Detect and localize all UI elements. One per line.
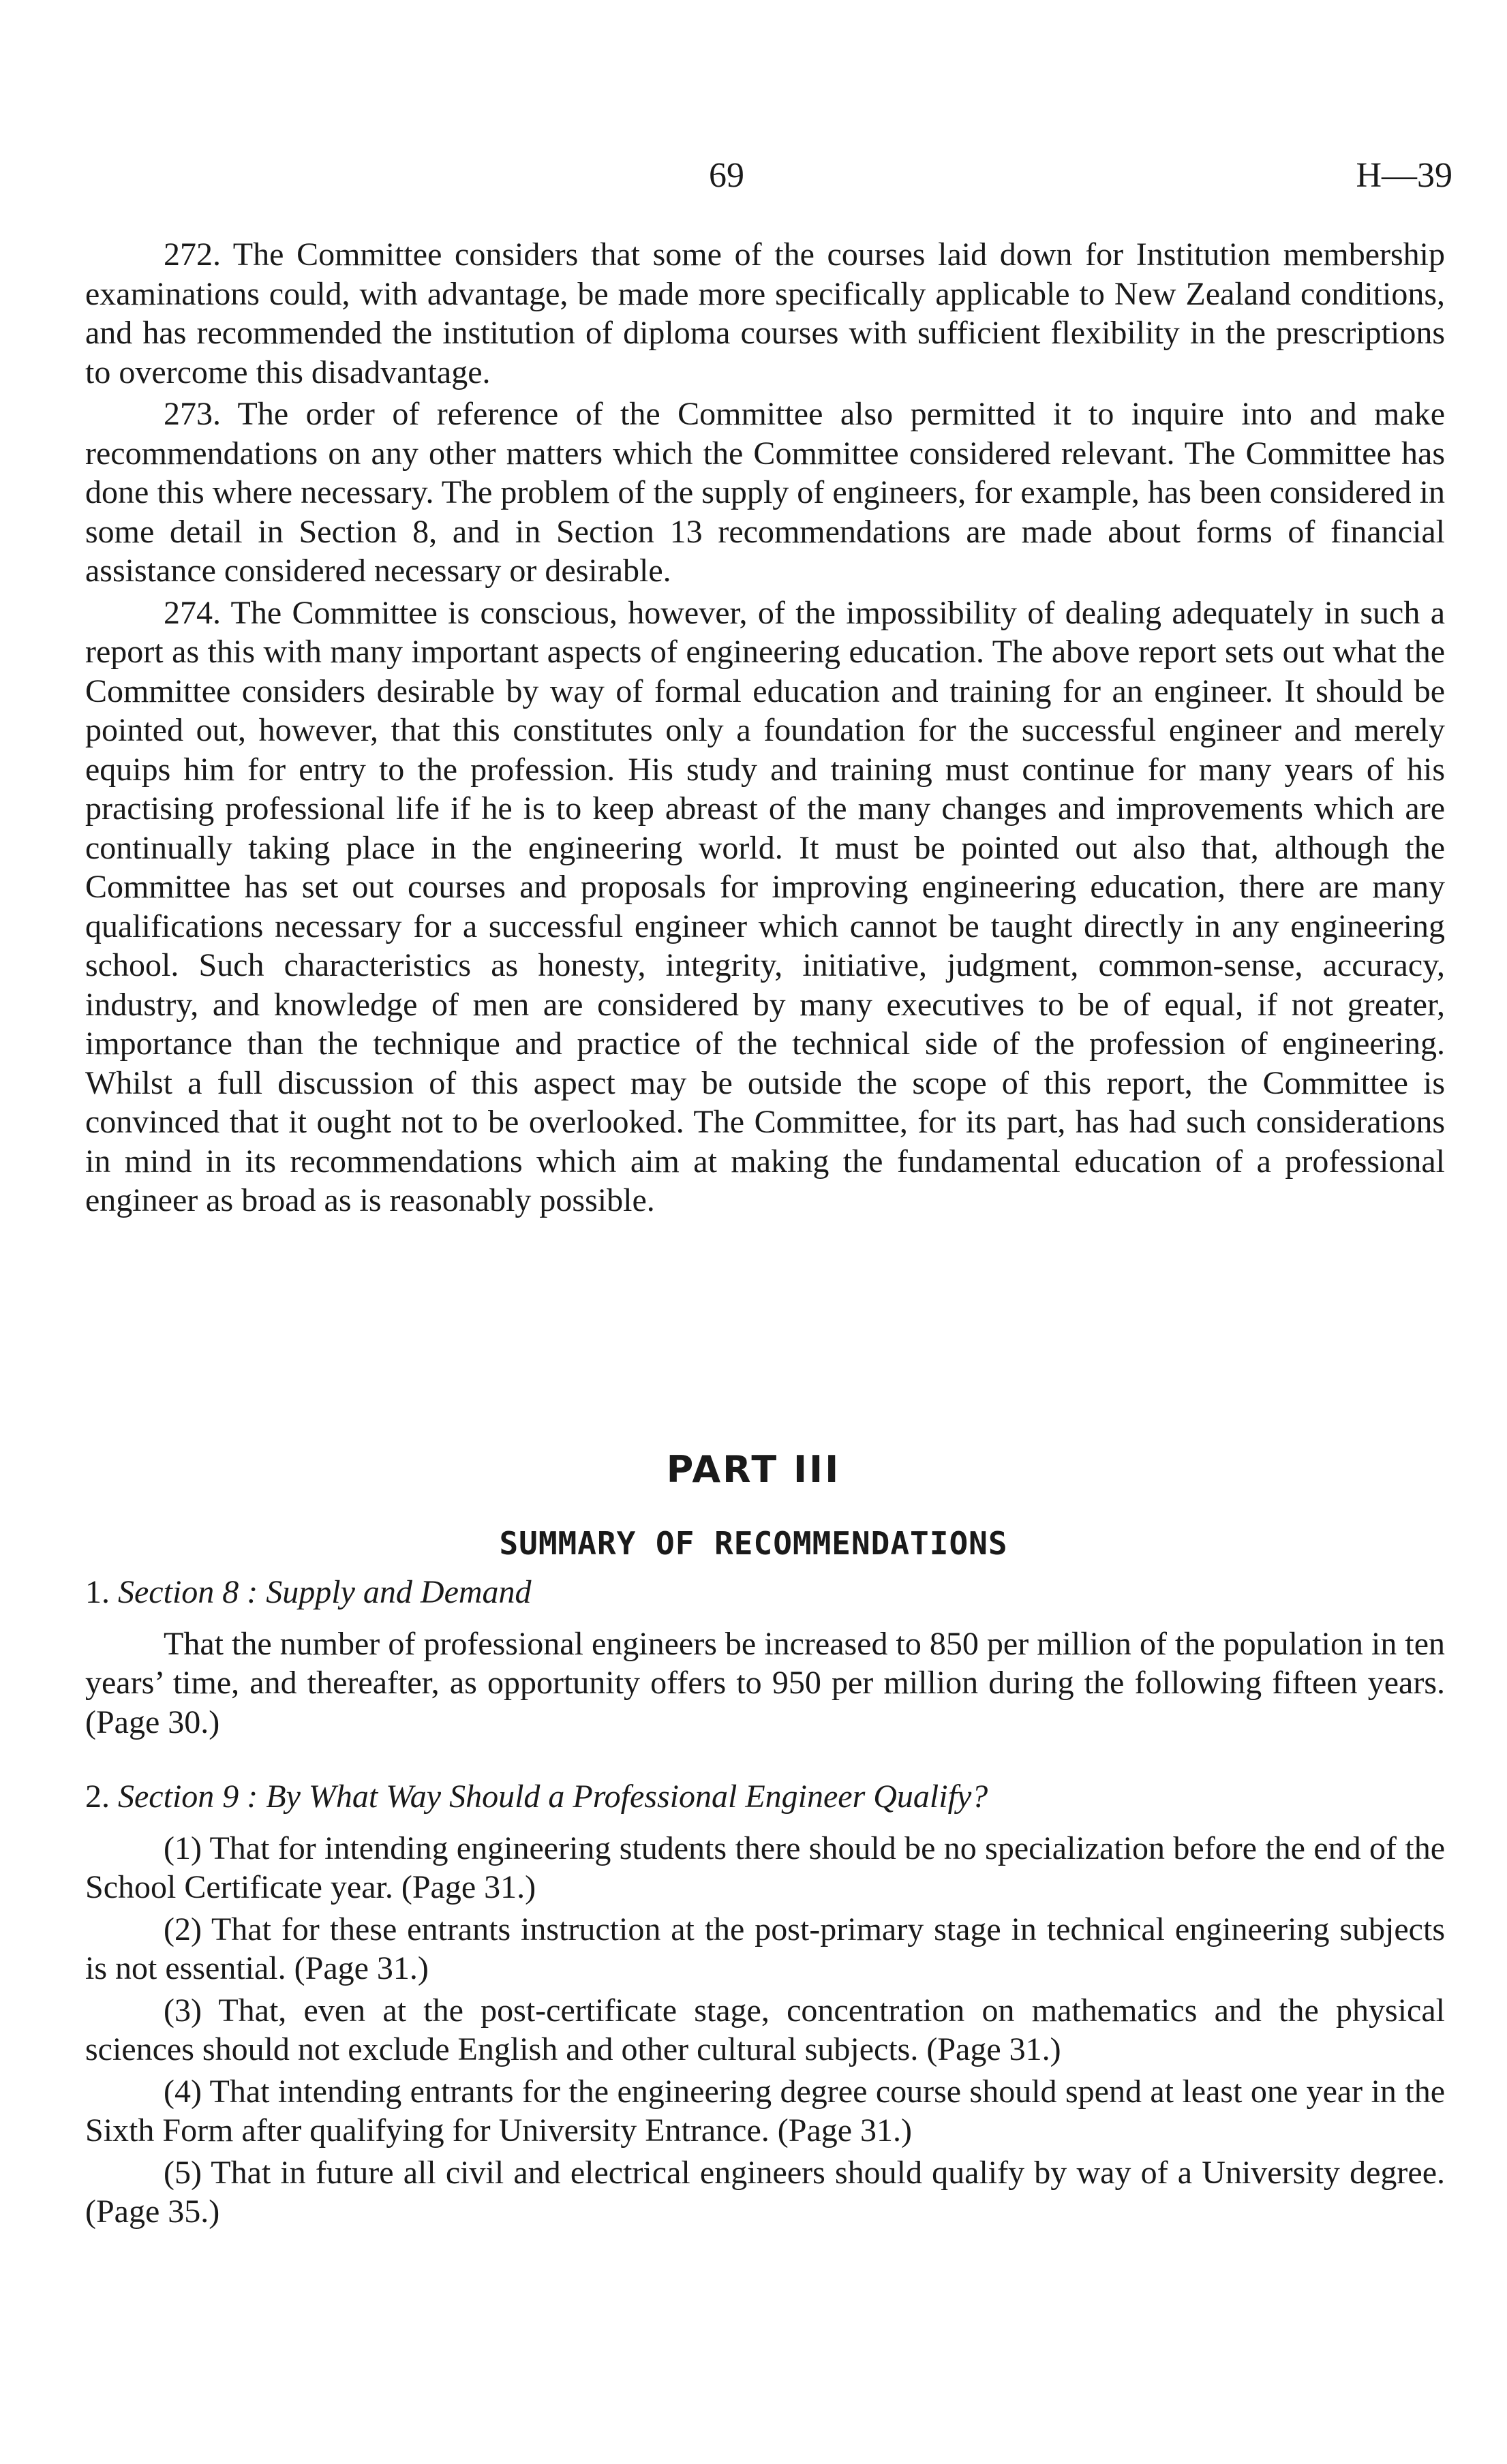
recommendation-item: (4) That intending entrants for the engineering degree course should spend at least one year in the Sixth Form after qualifying for University Entrance. (Page 31.) — [85, 2073, 1445, 2149]
report-code: H—39 — [1356, 156, 1452, 195]
summary-heading: SUMMARY OF RECOMMENDATIONS — [499, 1525, 1008, 1562]
paragraph-273: 273. The order of reference of the Committee also permitted it to inquire into and make recommendations on any other matters which the Committee considered relevant. The Committee has done this where necessary. The problem of the supply of engineers, for example, has been considered in some detail in Section 8, and in Section 13 recommendations are made about forms of financial assistance considered necessary or desirable. — [85, 396, 1445, 589]
recommendation-item: That the number of professional engineers be increased to 850 per million of the population in ten years’ time, and thereafter, as opportunity offers to 950 per million during the following fifteen years. (Page 30.) — [85, 1625, 1445, 1740]
recommendation-item: (5) That in future all civil and electrical engineers should qualify by way of a University degree. (Page 35.) — [85, 2154, 1445, 2230]
section-heading-2 — [85, 1777, 1445, 1817]
recommendation-item: (2) That for these entrants instruction at the post-primary stage in technical engineering subjects is not essential. (Page 31.) — [85, 1911, 1445, 1986]
recommendation-item: (3) That, even at the post-certificate stage, concentration on mathematics and the physical sciences should not exclude English and other cultural subjects. (Page 31.) — [85, 1992, 1445, 2067]
paragraph-274: 274. The Committee is conscious, however, of the impossibility of dealing adequately in such a report as this with many important aspects of engineering education. The above report sets out what the Committee considers desirable by way of formal education and training for an engineer. It should be pointed out, however, that this constitutes only a foundation for the successful engineer and merely equips him for entry to the profession. His study and training must continue for many years of his practising professional life if he is to keep abreast of the many changes and improvements which are continually taking place in the engineering world. It must be pointed out also that, although the Committee has set out courses and proposals for improving engineering education, there are many qualifications necessary for a successful engineer which cannot be taught directly in any engineering school. Such characteristics as honesty, integrity, initiative, judgment, common-sense, accuracy, industry, and knowledge of men are considered by many executives to be of equal, if not greater, importance than the technique and practice of the technical side of the profession of engineering. Whilst a full discussion of this aspect may be outside the scope of this report, the Committee is convinced that it ought not to be overlooked. The Committee, for its part, has had such considerations in mind in its recommendations which aim at making the fundamental education of a professional engineer as broad as is reasonably possible. — [85, 594, 1445, 1218]
section-heading-1 — [85, 1573, 1445, 1612]
section-title: Section 9 : By What Way Should a Professional Engineer Qualify? — [118, 1778, 988, 1815]
part-heading: PART III — [666, 1448, 841, 1491]
recommendation-item: (1) That for intending engineering students there should be no specialization before the end of the School Certificate year. (Page 31.) — [85, 1830, 1445, 1905]
section-number: 1. — [85, 1574, 110, 1610]
section-number: 2. — [85, 1778, 110, 1815]
paragraph-272: 272. The Committee considers that some of the courses laid down for Institution membership examinations could, with advantage, be made more specifically applicable to New Zealand conditions, and has recommended the institution of diploma courses with sufficient flexibility in the prescriptions to overcome this disadvantage. — [85, 236, 1445, 390]
report-body — [85, 235, 1445, 1223]
section-title: Section 8 : Supply and Demand — [118, 1574, 532, 1610]
recommendations-list — [85, 1573, 1445, 2234]
page-number: 69 — [709, 156, 744, 195]
